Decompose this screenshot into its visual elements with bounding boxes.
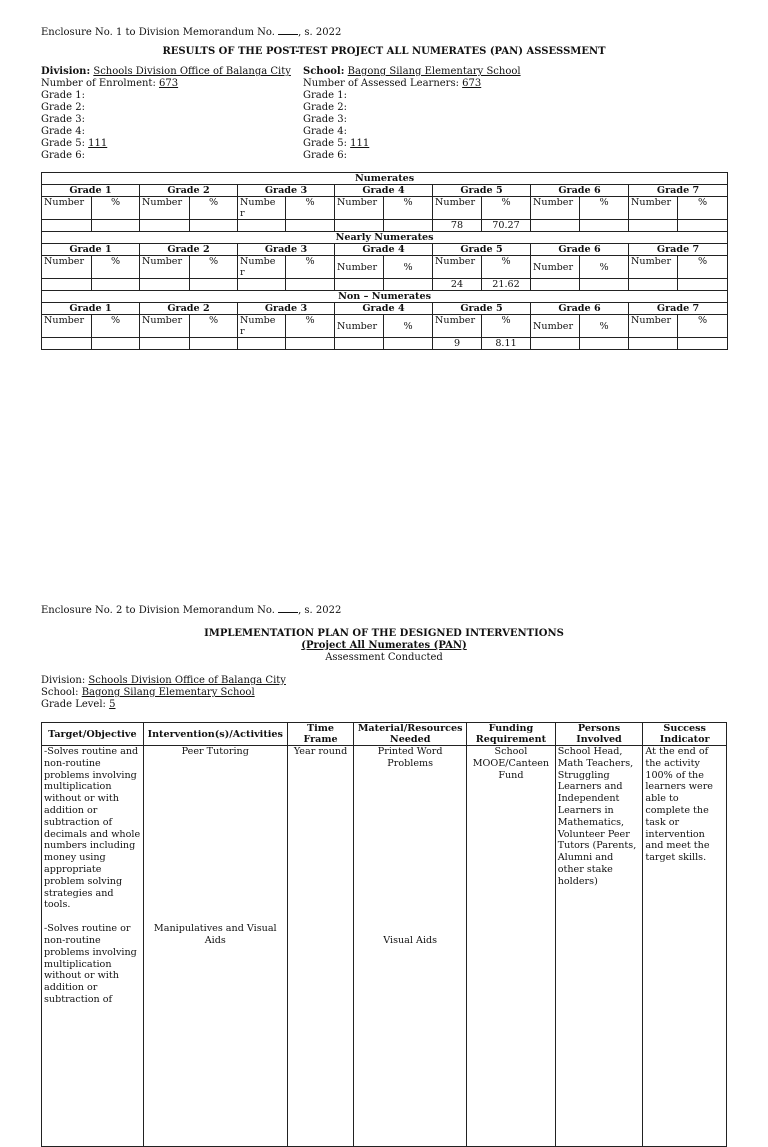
number-label: Number bbox=[433, 256, 482, 279]
school-label: School bbox=[303, 66, 341, 77]
empty-cell bbox=[190, 338, 238, 350]
plan-objective-cell bbox=[42, 746, 144, 1147]
grade-header: Grade 2 bbox=[140, 244, 238, 256]
section-title-row bbox=[42, 291, 728, 303]
header-target-objective: Target/Objective bbox=[42, 723, 144, 746]
header-funding: Funding Requirement bbox=[467, 723, 556, 746]
number-label: Number bbox=[335, 197, 384, 220]
grade-header: Grade 1 bbox=[42, 303, 140, 315]
enclosure2-suffix: , s. 2022 bbox=[298, 605, 342, 616]
objective-1: -Solves routine and non-routine problems involving multiplication without or with addition or subtraction of decimals and whole numbers including money using appropriate problem solving strategies and tools. bbox=[44, 746, 141, 911]
assessed-label: Number of Assessed Learners: bbox=[303, 78, 463, 89]
plan-materials-cell bbox=[354, 746, 467, 1147]
empty-cell bbox=[42, 220, 92, 232]
plan-division-value: Schools Division Office of Balanga City bbox=[88, 675, 286, 686]
grade-header: Grade 4 bbox=[335, 303, 433, 315]
right-grade-1: Grade 1: bbox=[303, 90, 347, 101]
plan-title: IMPLEMENTATION PLAN OF THE DESIGNED INTERVENTIONS bbox=[204, 628, 564, 639]
right-grade-6: Grade 6: bbox=[303, 150, 347, 161]
grade-header: Grade 6 bbox=[531, 244, 629, 256]
empty-cell bbox=[629, 279, 678, 291]
grade-header: Grade 7 bbox=[629, 303, 728, 315]
number-percent-row bbox=[42, 256, 728, 279]
intervention-1: Peer Tutoring bbox=[181, 746, 249, 757]
number-label: Number bbox=[140, 197, 190, 220]
number-label: Number bbox=[42, 315, 92, 338]
grade-header: Grade 6 bbox=[531, 185, 629, 197]
left-grade-2: Grade 2: bbox=[41, 102, 85, 113]
empty-cell bbox=[580, 220, 629, 232]
number-label: Number bbox=[335, 315, 384, 338]
empty-cell bbox=[238, 279, 286, 291]
empty-cell bbox=[384, 220, 433, 232]
plan-title-block bbox=[41, 628, 727, 664]
grade-header-row bbox=[42, 244, 728, 256]
grade-header: Grade 7 bbox=[629, 185, 728, 197]
percent-label: % bbox=[190, 197, 238, 220]
empty-cell bbox=[384, 279, 433, 291]
plan-funding-cell bbox=[467, 746, 556, 1147]
number-label: Number bbox=[140, 315, 190, 338]
left-grade-4: Grade 4: bbox=[41, 126, 85, 137]
grade-header: Grade 7 bbox=[629, 244, 728, 256]
number-percent-row bbox=[42, 315, 728, 338]
right-grade-5: Grade 5: bbox=[303, 138, 347, 149]
percent-label: % bbox=[92, 256, 140, 279]
number-label: Number bbox=[433, 197, 482, 220]
value-row bbox=[42, 220, 728, 232]
results-table-body bbox=[42, 173, 728, 350]
assessed-value: 673 bbox=[462, 78, 482, 89]
number-label: Number bbox=[433, 315, 482, 338]
empty-cell bbox=[286, 220, 335, 232]
percent-label: % bbox=[92, 315, 140, 338]
division-value: Schools Division Office of Balanga City bbox=[93, 66, 291, 77]
empty-cell bbox=[335, 338, 384, 350]
plan-indicator-cell bbox=[643, 746, 727, 1147]
empty-cell bbox=[42, 338, 92, 350]
results-title: RESULTS OF THE POST-TEST PROJECT ALL NUMERATES (PAN) ASSESSMENT bbox=[162, 46, 606, 57]
grade-header: Grade 4 bbox=[335, 244, 433, 256]
percent-label: % bbox=[190, 315, 238, 338]
percent-label: % bbox=[678, 315, 728, 338]
empty-cell bbox=[580, 279, 629, 291]
left-grade-1: Grade 1: bbox=[41, 90, 85, 101]
school-info-right: School: Bagong Silang Elementary School Number of Assessed Learners: 673 Grade 1: Grade 2: Grade 3: Grade 4: Grade 5: 111 Grade 6: bbox=[303, 66, 521, 161]
number-label: Number bbox=[531, 315, 580, 338]
number-label: Number bbox=[629, 315, 678, 338]
empty-cell bbox=[629, 338, 678, 350]
grade-level-value: 5 bbox=[109, 699, 116, 710]
enrolment-value: 673 bbox=[159, 78, 179, 89]
school-value: Bagong Silang Elementary School bbox=[347, 66, 521, 77]
grade-header: Grade 2 bbox=[140, 303, 238, 315]
empty-cell bbox=[190, 279, 238, 291]
number-label: Number bbox=[42, 197, 92, 220]
empty-cell bbox=[678, 338, 728, 350]
empty-cell bbox=[531, 279, 580, 291]
header-materials: Material/Resources Needed bbox=[354, 723, 467, 746]
grade5-percent: 21.62 bbox=[482, 279, 531, 291]
percent-label: % bbox=[190, 256, 238, 279]
grade5-number: 9 bbox=[433, 338, 482, 350]
number-label: Number bbox=[531, 197, 580, 220]
percent-label: % bbox=[482, 256, 531, 279]
plan-school-label: School: bbox=[41, 687, 82, 698]
plan-persons-cell bbox=[555, 746, 643, 1147]
number-percent-row bbox=[42, 197, 728, 220]
section-title-row bbox=[42, 232, 728, 244]
right-grade-2: Grade 2: bbox=[303, 102, 347, 113]
funding-1: School MOOE/Canteen Fund bbox=[472, 746, 550, 781]
grade-header: Grade 6 bbox=[531, 303, 629, 315]
empty-cell bbox=[384, 338, 433, 350]
number-label: Number bbox=[140, 256, 190, 279]
number-label: Numbe r bbox=[238, 315, 286, 338]
percent-label: % bbox=[678, 256, 728, 279]
plan-header-row bbox=[42, 723, 727, 746]
plan-school-value: Bagong Silang Elementary School bbox=[81, 687, 255, 698]
grade-header: Grade 1 bbox=[42, 244, 140, 256]
left-grade-5: Grade 5: bbox=[41, 138, 85, 149]
empty-cell bbox=[42, 279, 92, 291]
results-table bbox=[41, 172, 728, 350]
value-row bbox=[42, 338, 728, 350]
enclosure2-prefix: Enclosure No. 2 to Division Memorandum No. bbox=[41, 605, 275, 616]
number-label: Numbe r bbox=[238, 256, 286, 279]
right-grade-3: Grade 3: bbox=[303, 114, 347, 125]
empty-cell bbox=[190, 220, 238, 232]
empty-cell bbox=[531, 338, 580, 350]
plan-time-frame-cell bbox=[287, 746, 353, 1147]
time-frame-1: Year round bbox=[293, 746, 348, 757]
percent-label: % bbox=[580, 197, 629, 220]
empty-cell bbox=[286, 338, 335, 350]
enclosure2-header bbox=[41, 604, 341, 617]
section-title-row bbox=[42, 173, 728, 185]
header-persons: Persons Involved bbox=[555, 723, 643, 746]
memo-number-blank-2 bbox=[278, 604, 298, 613]
plan-division-label: Division: bbox=[41, 675, 89, 686]
grade-header: Grade 3 bbox=[238, 244, 335, 256]
empty-cell bbox=[335, 220, 384, 232]
empty-cell bbox=[335, 279, 384, 291]
percent-label: % bbox=[384, 256, 433, 279]
grade5-percent: 70.27 bbox=[482, 220, 531, 232]
empty-cell bbox=[140, 220, 190, 232]
left-grade-3: Grade 3: bbox=[41, 114, 85, 125]
percent-label: % bbox=[580, 256, 629, 279]
intervention-2: Manipulatives and Visual Aids bbox=[153, 922, 277, 946]
empty-cell bbox=[678, 220, 728, 232]
percent-label: % bbox=[384, 197, 433, 220]
grade-header: Grade 5 bbox=[433, 185, 531, 197]
percent-label: % bbox=[482, 315, 531, 338]
number-label: Number bbox=[42, 256, 92, 279]
number-label: Number bbox=[335, 256, 384, 279]
percent-label: % bbox=[286, 315, 335, 338]
percent-label: % bbox=[286, 256, 335, 279]
left-grade-5-value: 111 bbox=[88, 138, 108, 149]
number-label: Number bbox=[531, 256, 580, 279]
section-title: Numerates bbox=[42, 173, 728, 185]
percent-label: % bbox=[678, 197, 728, 220]
percent-label: % bbox=[384, 315, 433, 338]
empty-cell bbox=[678, 279, 728, 291]
right-grade-4: Grade 4: bbox=[303, 126, 347, 137]
grade-header-row bbox=[42, 303, 728, 315]
plan-info bbox=[41, 675, 286, 711]
empty-cell bbox=[92, 279, 140, 291]
enclosure1-header bbox=[41, 26, 341, 39]
materials-2: Visual Aids bbox=[383, 934, 438, 946]
grade-header: Grade 3 bbox=[238, 185, 335, 197]
indicator-1: At the end of the activity 100% of the learners were able to complete the task or intervention and meet the target skills. bbox=[645, 746, 713, 864]
grade-header: Grade 4 bbox=[335, 185, 433, 197]
empty-cell bbox=[140, 279, 190, 291]
grade-header: Grade 1 bbox=[42, 185, 140, 197]
number-label: Numbe r bbox=[238, 197, 286, 220]
right-grade-5-value: 111 bbox=[350, 138, 370, 149]
percent-label: % bbox=[286, 197, 335, 220]
grade5-number: 24 bbox=[433, 279, 482, 291]
empty-cell bbox=[92, 220, 140, 232]
implementation-plan-table bbox=[41, 722, 727, 1147]
empty-cell bbox=[531, 220, 580, 232]
section-title: Non – Numerates bbox=[42, 291, 728, 303]
left-grade-6: Grade 6: bbox=[41, 150, 85, 161]
empty-cell bbox=[92, 338, 140, 350]
value-row bbox=[42, 279, 728, 291]
grade5-percent: 8.11 bbox=[482, 338, 531, 350]
percent-label: % bbox=[92, 197, 140, 220]
empty-cell bbox=[140, 338, 190, 350]
division-info-left: Division: Schools Division Office of Balanga City Number of Enrolment: 673 Grade 1: Grade 2: Grade 3: Grade 4: Grade 5: 111 Grade 6: bbox=[41, 66, 291, 161]
plan-subtitle: (Project All Numerates (PAN) bbox=[301, 640, 467, 651]
grade-header: Grade 5 bbox=[433, 303, 531, 315]
percent-label: % bbox=[482, 197, 531, 220]
grade-header: Grade 5 bbox=[433, 244, 531, 256]
plan-intervention-cell bbox=[143, 746, 287, 1147]
header-success-indicator: Success Indicator bbox=[643, 723, 727, 746]
grade-header: Grade 2 bbox=[140, 185, 238, 197]
persons-1: School Head, Math Teachers, Struggling Learners and Independent Learners in Mathematics, Volunteer Peer Tutors (Parents, Alumni and other stake holders) bbox=[557, 746, 637, 887]
empty-cell bbox=[238, 338, 286, 350]
empty-cell bbox=[629, 220, 678, 232]
number-label: Number bbox=[629, 256, 678, 279]
section-title: Nearly Numerates bbox=[42, 232, 728, 244]
empty-cell bbox=[238, 220, 286, 232]
enrolment-label: Number of Enrolment: bbox=[41, 78, 159, 89]
enclosure1-suffix: , s. 2022 bbox=[298, 27, 342, 38]
header-interventions: Intervention(s)/Activities bbox=[143, 723, 287, 746]
empty-cell bbox=[580, 338, 629, 350]
materials-1: Printed Word Problems bbox=[377, 746, 443, 769]
plan-subtitle-2: Assessment Conducted bbox=[325, 652, 443, 663]
objective-2: -Solves routine or non-routine problems involving multiplication without or with addition or subtraction of bbox=[44, 923, 137, 1005]
division-label: Division bbox=[41, 66, 87, 77]
number-label: Number bbox=[629, 197, 678, 220]
percent-label: % bbox=[580, 315, 629, 338]
empty-cell bbox=[286, 279, 335, 291]
enclosure1-prefix: Enclosure No. 1 to Division Memorandum No. bbox=[41, 27, 275, 38]
grade5-number: 78 bbox=[433, 220, 482, 232]
grade-header: Grade 3 bbox=[238, 303, 335, 315]
grade-header-row bbox=[42, 185, 728, 197]
memo-number-blank bbox=[278, 26, 298, 35]
header-time-frame: Time Frame bbox=[287, 723, 353, 746]
plan-row bbox=[42, 746, 727, 1147]
grade-level-label: Grade Level: bbox=[41, 699, 110, 710]
